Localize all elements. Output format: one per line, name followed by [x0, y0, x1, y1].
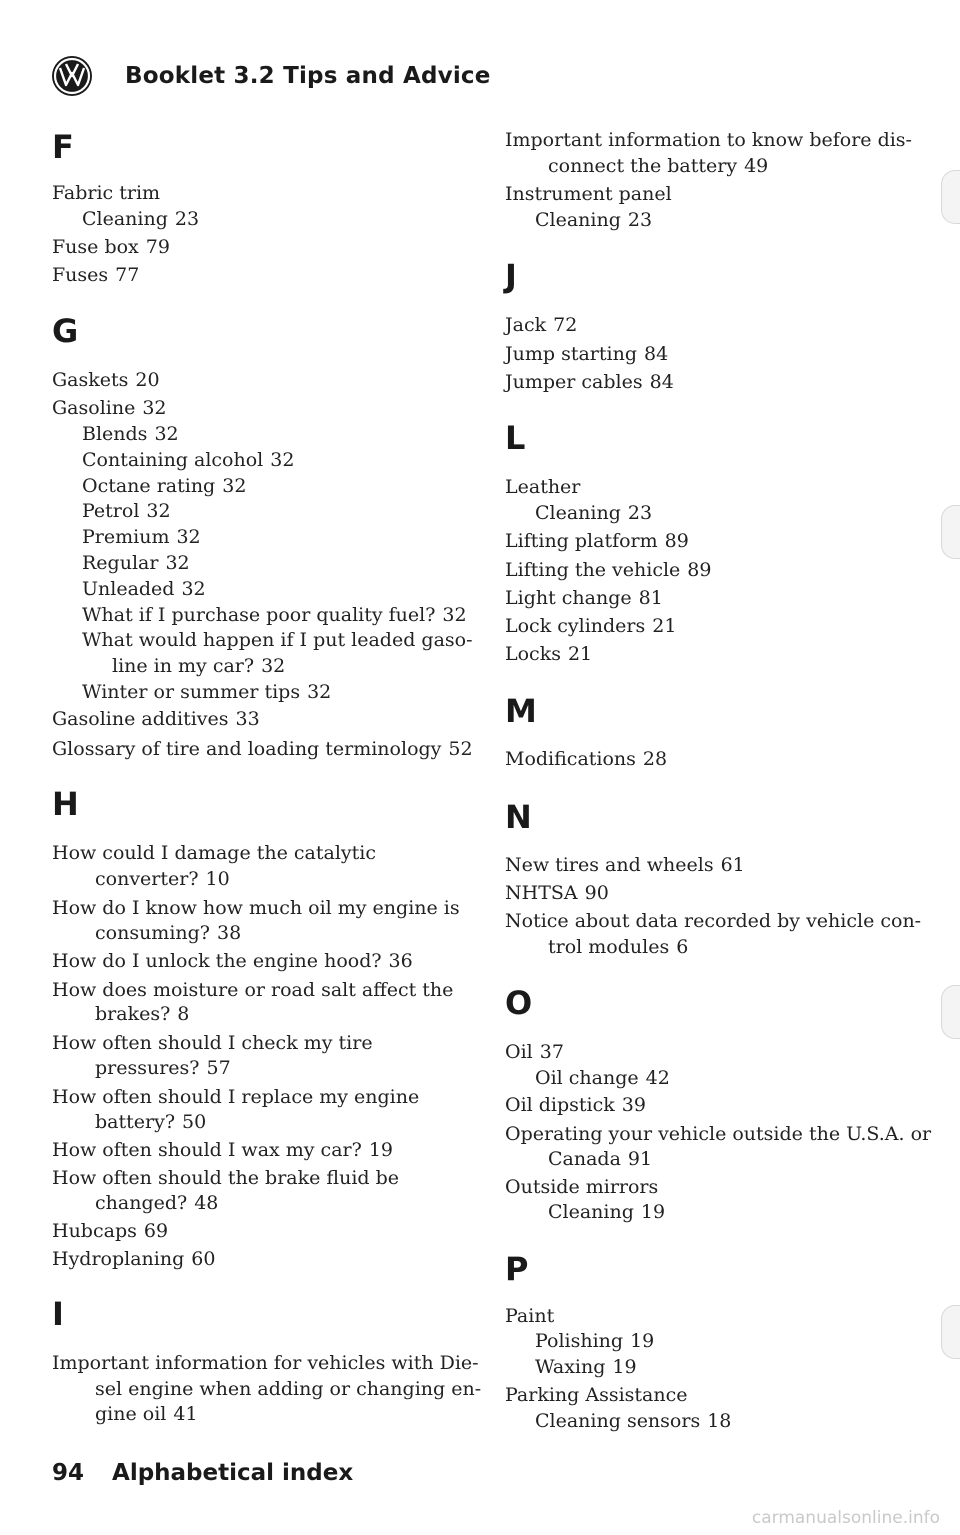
index-entry: Regular 32 [82, 552, 190, 574]
index-entry: How do I know how much oil my engine is [52, 897, 460, 919]
index-entry: How often should the brake fluid be [52, 1167, 400, 1189]
index-entry: battery? 50 [95, 1111, 207, 1133]
index-letter-l: L [505, 419, 526, 457]
page-footer [52, 1460, 353, 1486]
index-entry: Jack 72 [505, 314, 578, 336]
index-entry: Gasoline 32 [52, 397, 167, 419]
index-entry: gine oil 41 [95, 1403, 198, 1425]
page-tab [941, 505, 960, 559]
index-entry: Lock cylinders 21 [505, 615, 677, 637]
index-entry: trol modules 6 [548, 936, 689, 958]
index-entry: Glossary of tire and loading terminology 52 [52, 738, 473, 760]
index-entry: Cleaning 19 [548, 1201, 666, 1223]
index-entry: Cleaning 23 [535, 502, 653, 524]
index-letter-m: M [505, 692, 537, 730]
index-entry: Canada 91 [548, 1148, 653, 1170]
index-entry: Fabric trim [52, 182, 161, 204]
index-letter-o: O [505, 984, 533, 1022]
index-letter-i: I [52, 1295, 64, 1333]
index-entry: connect the battery 49 [548, 155, 769, 177]
page-header [52, 55, 491, 97]
index-entry: Fuses 77 [52, 264, 140, 286]
index-entry: Lifting the vehicle 89 [505, 559, 712, 581]
section-title: Alphabetical index [112, 1460, 354, 1486]
index-entry: Notice about data recorded by vehicle con- [505, 910, 922, 932]
index-entry: New tires and wheels 61 [505, 854, 745, 876]
index-entry: Premium 32 [82, 526, 201, 548]
index-entry: Paint [505, 1305, 555, 1327]
index-entry: NHTSA 90 [505, 882, 609, 904]
index-entry: Light change 81 [505, 587, 663, 609]
page-tab [941, 170, 960, 224]
index-entry: Important information for vehicles with Die- [52, 1352, 479, 1374]
index-entry: Containing alcohol 32 [82, 449, 295, 471]
page-tab [941, 1305, 960, 1359]
index-entry: pressures? 57 [95, 1057, 231, 1079]
index-entry: Oil 37 [505, 1041, 564, 1063]
index-entry: Jump starting 84 [505, 343, 669, 365]
index-entry: How often should I wax my car? 19 [52, 1139, 393, 1161]
index-entry: How does moisture or road salt affect the [52, 979, 454, 1001]
index-entry: What would happen if I put leaded gaso- [82, 629, 473, 651]
index-entry: Parking Assistance [505, 1384, 688, 1406]
index-letter-p: P [505, 1250, 529, 1288]
index-entry: Fuse box 79 [52, 236, 170, 258]
index-entry: line in my car? 32 [112, 655, 286, 677]
index-entry: Important information to know before dis- [505, 129, 912, 151]
index-entry: Modifications 28 [505, 748, 668, 770]
index-entry: brakes? 8 [95, 1003, 190, 1025]
index-entry: Blends 32 [82, 423, 179, 445]
index-letter-f: F [52, 128, 74, 166]
index-entry: Hubcaps 69 [52, 1220, 169, 1242]
index-entry: Polishing 19 [535, 1330, 655, 1352]
index-entry: converter? 10 [95, 868, 230, 890]
index-entry: Hydroplaning 60 [52, 1248, 216, 1270]
index-entry: sel engine when adding or changing en- [95, 1378, 482, 1400]
index-entry: Unleaded 32 [82, 578, 206, 600]
index-entry: Oil change 42 [535, 1067, 670, 1089]
index-entry: Waxing 19 [535, 1356, 637, 1378]
index-entry: Petrol 32 [82, 500, 171, 522]
index-entry: Oil dipstick 39 [505, 1094, 646, 1116]
index-entry: Gasoline additives 33 [52, 708, 260, 730]
index-letter-h: H [52, 785, 79, 823]
index-entry: Cleaning 23 [535, 209, 653, 231]
index-entry: How often should I replace my engine [52, 1086, 420, 1108]
index-entry: How could I damage the catalytic [52, 842, 376, 864]
vw-logo-icon [52, 56, 92, 96]
index-entry: Instrument panel [505, 183, 672, 205]
index-letter-n: N [505, 798, 532, 836]
index-entry: What if I purchase poor quality fuel? 32 [82, 604, 467, 626]
index-entry: changed? 48 [95, 1192, 219, 1214]
booklet-title: Booklet 3.2 Tips and Advice [125, 63, 491, 89]
page-number: 94 [52, 1460, 85, 1486]
index-entry: Gaskets 20 [52, 369, 160, 391]
page-tab [941, 985, 960, 1039]
index-entry: How often should I check my tire [52, 1032, 373, 1054]
index-letter-j: J [505, 257, 517, 295]
index-entry: Leather [505, 476, 581, 498]
index-entry: Octane rating 32 [82, 475, 247, 497]
index-entry: Lifting platform 89 [505, 530, 689, 552]
index-entry: Outside mirrors [505, 1176, 659, 1198]
watermark: carmanualsonline.info [751, 1508, 940, 1528]
index-entry: Cleaning sensors 18 [535, 1410, 732, 1432]
index-entry: Jumper cables 84 [505, 371, 674, 393]
index-letter-g: G [52, 312, 79, 350]
index-entry: Operating your vehicle outside the U.S.A. or [505, 1123, 932, 1145]
index-entry: Winter or summer tips 32 [82, 681, 332, 703]
index-entry: How do I unlock the engine hood? 36 [52, 950, 413, 972]
index-entry: Cleaning 23 [82, 208, 200, 230]
index-entry: consuming? 38 [95, 922, 242, 944]
index-entry: Locks 21 [505, 643, 593, 665]
